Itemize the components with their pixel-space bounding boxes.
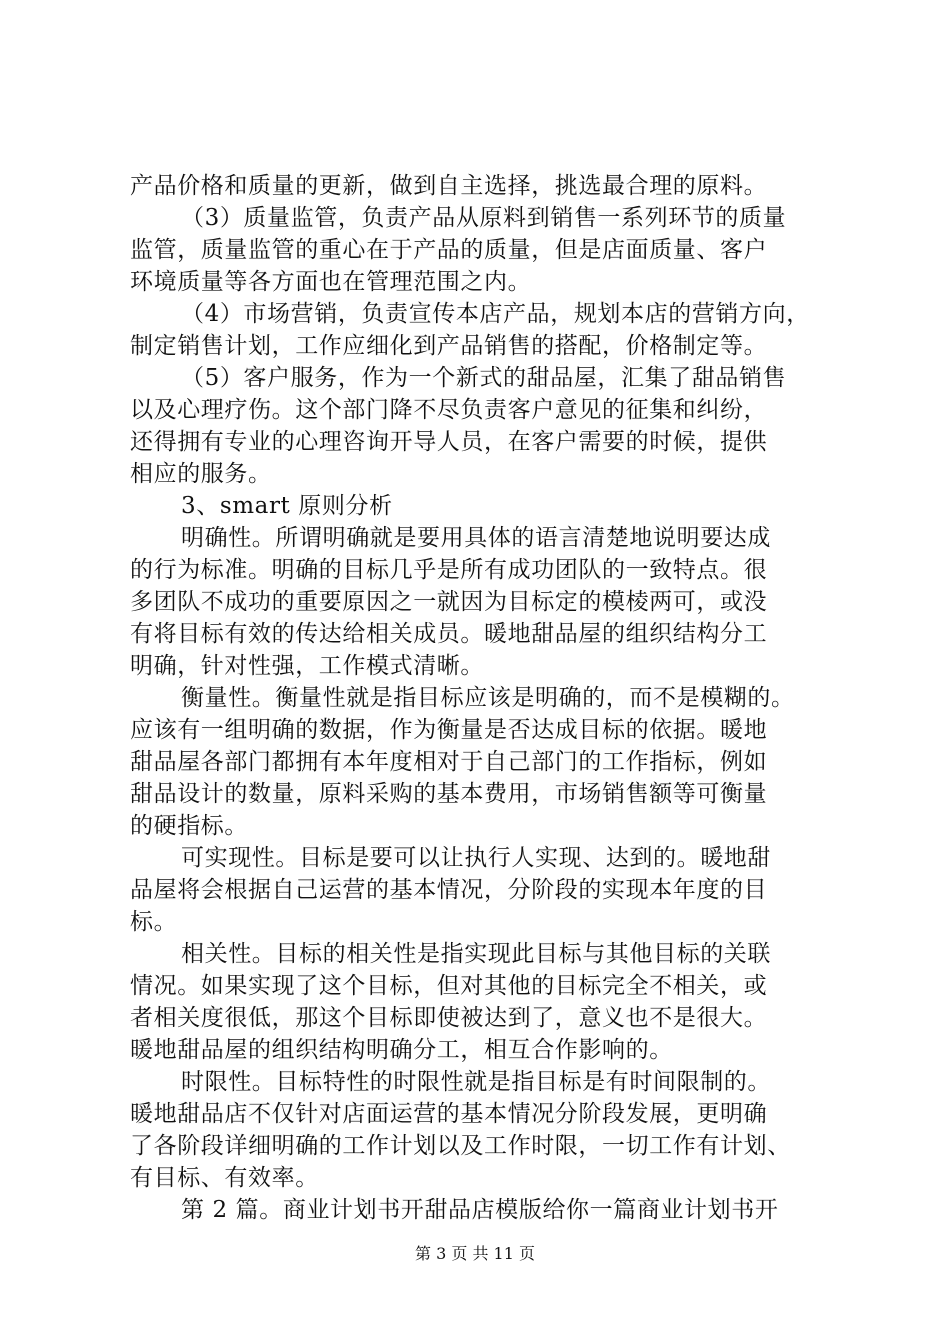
text-line: 产品价格和质量的更新，做到自主选择，挑选最合理的原料。 <box>130 173 768 199</box>
text-line: 者相关度很低，那这个目标即使被达到了，意义也不是很大。 <box>130 1005 768 1031</box>
text-line: 相应的服务。 <box>130 461 272 487</box>
text-line: 环境质量等各方面也在管理范围之内。 <box>130 269 532 295</box>
text-line: 标。 <box>130 909 178 935</box>
text-line: 还得拥有专业的心理咨询开导人员，在客户需要的时候，提供 <box>130 429 768 455</box>
page-footer <box>0 1244 950 1264</box>
section-heading: 3、smart 原则分析 <box>181 493 393 519</box>
text-line: 监管，质量监管的重心在于产品的质量，但是店面质量、客户 <box>130 237 768 263</box>
text-line: （3）质量监管，负责产品从原料到销售一系列环节的质量 <box>181 205 787 231</box>
text-line: 甜品屋各部门都拥有本年度相对于自己部门的工作指标，例如 <box>130 749 768 775</box>
text-line: （5）客户服务，作为一个新式的甜品屋，汇集了甜品销售 <box>181 365 787 391</box>
text-line: 明确，针对性强，工作模式清晰。 <box>130 653 484 679</box>
text-line: 应该有一组明确的数据，作为衡量是否达成目标的依据。暖地 <box>130 717 768 743</box>
text-line: 有目标、有效率。 <box>130 1165 319 1191</box>
text-line: 的硬指标。 <box>130 813 248 839</box>
text-line: 有将目标有效的传达给相关成员。暖地甜品屋的组织结构分工 <box>130 621 768 647</box>
text-line: 时限性。目标特性的时限性就是指目标是有时间限制的。 <box>181 1069 771 1095</box>
text-line: 以及心理疗伤。这个部门降不尽负责客户意见的征集和纠纷， <box>130 397 768 423</box>
text-line: 甜品设计的数量，原料采购的基本费用，市场销售额等可衡量 <box>130 781 768 807</box>
text-line: 情况。如果实现了这个目标，但对其他的目标完全不相关，或 <box>130 973 768 999</box>
document-body <box>130 170 830 1226</box>
page-number: 第 3 页 共 11 页 <box>415 1244 535 1263</box>
text-line: 暖地甜品屋的组织结构明确分工，相互合作影响的。 <box>130 1037 673 1063</box>
text-line: 品屋将会根据自己运营的基本情况，分阶段的实现本年度的目 <box>130 877 768 903</box>
text-line: 衡量性。衡量性就是指目标应该是明确的，而不是模糊的。 <box>181 685 795 711</box>
text-line: 的行为标准。明确的目标几乎是所有成功团队的一致特点。很 <box>130 557 768 583</box>
text-line: 制定销售计划，工作应细化到产品销售的搭配，价格制定等。 <box>130 333 768 359</box>
text-line: 可实现性。目标是要可以让执行人实现、达到的。暖地甜 <box>181 845 771 871</box>
text-line: 暖地甜品店不仅针对店面运营的基本情况分阶段发展，更明确 <box>130 1101 768 1127</box>
text-line: 明确性。所谓明确就是要用具体的语言清楚地说明要达成 <box>181 525 771 551</box>
text-line: 相关性。目标的相关性是指实现此目标与其他目标的关联 <box>181 941 771 967</box>
text-line: 第 2 篇。商业计划书开甜品店模版给你一篇商业计划书开 <box>181 1197 779 1223</box>
text-line: 多团队不成功的重要原因之一就因为目标定的模棱两可，或没 <box>130 589 768 615</box>
text-line: 了各阶段详细明确的工作计划以及工作时限，一切工作有计划、 <box>130 1133 791 1159</box>
text-line: （4）市场营销，负责宣传本店产品，规划本店的营销方向， <box>181 301 810 327</box>
